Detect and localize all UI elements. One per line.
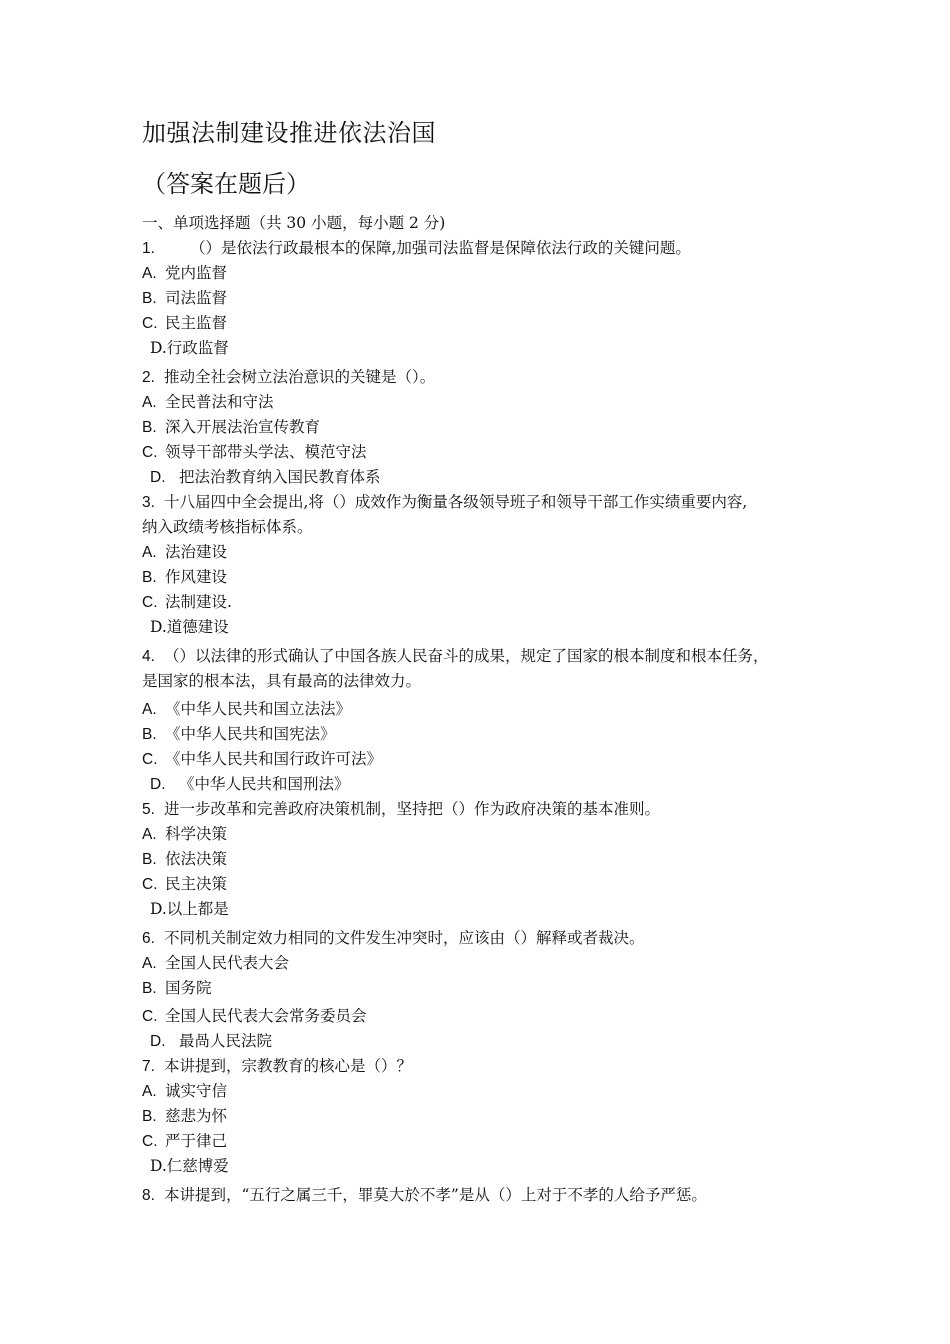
question-8: [142, 1185, 707, 1206]
option-b: [142, 567, 227, 588]
question-text-continued: 纳入政绩考核指标体系。: [142, 518, 313, 536]
option-letter: B.: [142, 569, 157, 586]
option-text: 《中华人民共和国刑法》: [179, 775, 350, 793]
option-a: [142, 392, 274, 413]
question-7: [142, 1056, 412, 1077]
option-d: [150, 1156, 229, 1176]
option-c: [142, 874, 227, 895]
question-4: [142, 646, 769, 667]
option-text: 国务院: [165, 979, 212, 997]
option-text: 《中华人民共和国行政许可法》: [165, 750, 383, 768]
option-letter: B.: [142, 980, 157, 997]
option-a: [142, 542, 227, 563]
option-text: 科学决策: [165, 825, 228, 843]
option-text: 领导干部带头学法、模范守法: [165, 443, 367, 461]
option-text: 依法决策: [165, 850, 228, 868]
option-c: [142, 1131, 227, 1152]
option-b: [142, 978, 212, 999]
option-text: 法制建设.: [165, 593, 232, 611]
option-letter: C.: [142, 1133, 158, 1150]
option-text: 《中华人民共和国立法法》: [165, 700, 352, 718]
option-d: [150, 617, 229, 637]
question-number: 6.: [142, 930, 155, 947]
question-number: 5.: [142, 801, 155, 818]
document-title: 加强法制建设推进依法治国: [142, 119, 436, 147]
option-text: 深入开展法治宣传教育: [165, 418, 321, 436]
question-number: 3.: [142, 494, 155, 511]
option-letter: C.: [142, 315, 158, 332]
question-text: （）以法律的形式确认了中国各族人民奋斗的成果，规定了国家的根本制度和根本任务，: [164, 647, 769, 665]
option-text: 慈悲为怀: [165, 1107, 228, 1125]
option-letter: C.: [142, 876, 158, 893]
option-letter: B.: [142, 290, 157, 307]
option-text: D.道德建设: [150, 618, 229, 636]
option-letter: A.: [142, 265, 157, 282]
option-text: D.行政监督: [150, 339, 229, 357]
option-letter: A.: [142, 394, 157, 411]
option-letter: A.: [142, 1083, 157, 1100]
option-text: 诚实守信: [165, 1082, 228, 1100]
question-number: 2.: [142, 369, 155, 386]
option-text: 法治建设: [165, 543, 228, 561]
option-text: 把法治教育纳入国民教育体系: [179, 468, 381, 486]
option-a: [142, 1081, 227, 1102]
option-letter: C.: [142, 1008, 158, 1025]
option-c: [142, 313, 227, 334]
option-letter: D.: [150, 776, 166, 793]
question-number: 1.: [142, 240, 155, 257]
option-b: [142, 724, 336, 745]
question-5: [142, 799, 660, 820]
option-letter: C.: [142, 751, 158, 768]
option-letter: A.: [142, 955, 157, 972]
question-text: 推动全社会树立法治意识的关键是（）。: [164, 368, 436, 386]
option-a: [142, 824, 227, 845]
option-d: [150, 774, 350, 795]
option-d: [150, 899, 229, 919]
question-text: 十八届四中全会提出,将（）成效作为衡量各级领导班子和领导干部工作实绩重要内容,: [164, 493, 748, 511]
option-b: [142, 288, 227, 309]
option-b: [142, 849, 227, 870]
question-1: [142, 238, 691, 259]
question-number: 7.: [142, 1058, 155, 1075]
option-text: 作风建设: [165, 568, 228, 586]
question-6: [142, 928, 645, 949]
question-text: （）是依法行政最根本的保障,加强司法监督是保障依法行政的关键问题。: [190, 239, 691, 257]
option-a: [142, 263, 227, 284]
option-text: 最咼人民法院: [179, 1032, 273, 1050]
question-text: 进一步改革和完善政府决策机制，坚持把（）作为政府决策的基本准则。: [164, 800, 661, 818]
option-letter: A.: [142, 544, 157, 561]
document-subtitle: （答案在题后）: [142, 170, 310, 198]
question-text: 本讲提到，宗教教育的核心是（）？: [164, 1057, 413, 1075]
option-text: 全民普法和守法: [165, 393, 274, 411]
question-text-continued: 是国家的根本法，具有最高的法律效力。: [142, 672, 422, 690]
option-text: 司法监督: [165, 289, 228, 307]
option-letter: C.: [142, 444, 158, 461]
option-text: 《中华人民共和国宪法》: [165, 725, 336, 743]
option-text: 全国人民代表大会常务委员会: [165, 1007, 367, 1025]
question-text: 本讲提到，“五行之属三千，罪莫大於不孝”是从（）上对于不孝的人给予严惩。: [164, 1186, 707, 1204]
option-text: D.以上都是: [150, 900, 229, 918]
option-a: [142, 953, 289, 974]
option-letter: B.: [142, 1108, 157, 1125]
option-b: [142, 417, 320, 438]
option-letter: B.: [142, 851, 157, 868]
option-text: D.仁慈博爱: [150, 1157, 229, 1175]
option-c: [142, 592, 232, 613]
question-2: [142, 367, 435, 388]
option-letter: B.: [142, 726, 157, 743]
option-letter: A.: [142, 701, 157, 718]
option-d: [150, 338, 229, 358]
option-letter: D.: [150, 1033, 166, 1050]
option-letter: D.: [150, 469, 166, 486]
question-text: 不同机关制定效力相同的文件发生冲突时，应该由（）解释或者裁决。: [164, 929, 645, 947]
option-a: [142, 699, 351, 720]
question-number: 8.: [142, 1187, 155, 1204]
option-d: [150, 467, 381, 488]
option-letter: C.: [142, 594, 158, 611]
option-text: 严于律己: [165, 1132, 228, 1150]
question-3: [142, 492, 747, 513]
option-c: [142, 1006, 367, 1027]
option-text: 党内监督: [165, 264, 228, 282]
option-c: [142, 749, 382, 770]
option-letter: A.: [142, 826, 157, 843]
option-text: 民主监督: [165, 314, 228, 332]
option-b: [142, 1106, 227, 1127]
option-letter: B.: [142, 419, 157, 436]
option-c: [142, 442, 367, 463]
question-number: 4.: [142, 648, 155, 665]
option-d: [150, 1031, 272, 1052]
option-text: 全国人民代表大会: [165, 954, 290, 972]
section-heading: 一、单项选择题（共 30 小题，每小题 2 分): [142, 214, 446, 232]
option-text: 民主决策: [165, 875, 228, 893]
